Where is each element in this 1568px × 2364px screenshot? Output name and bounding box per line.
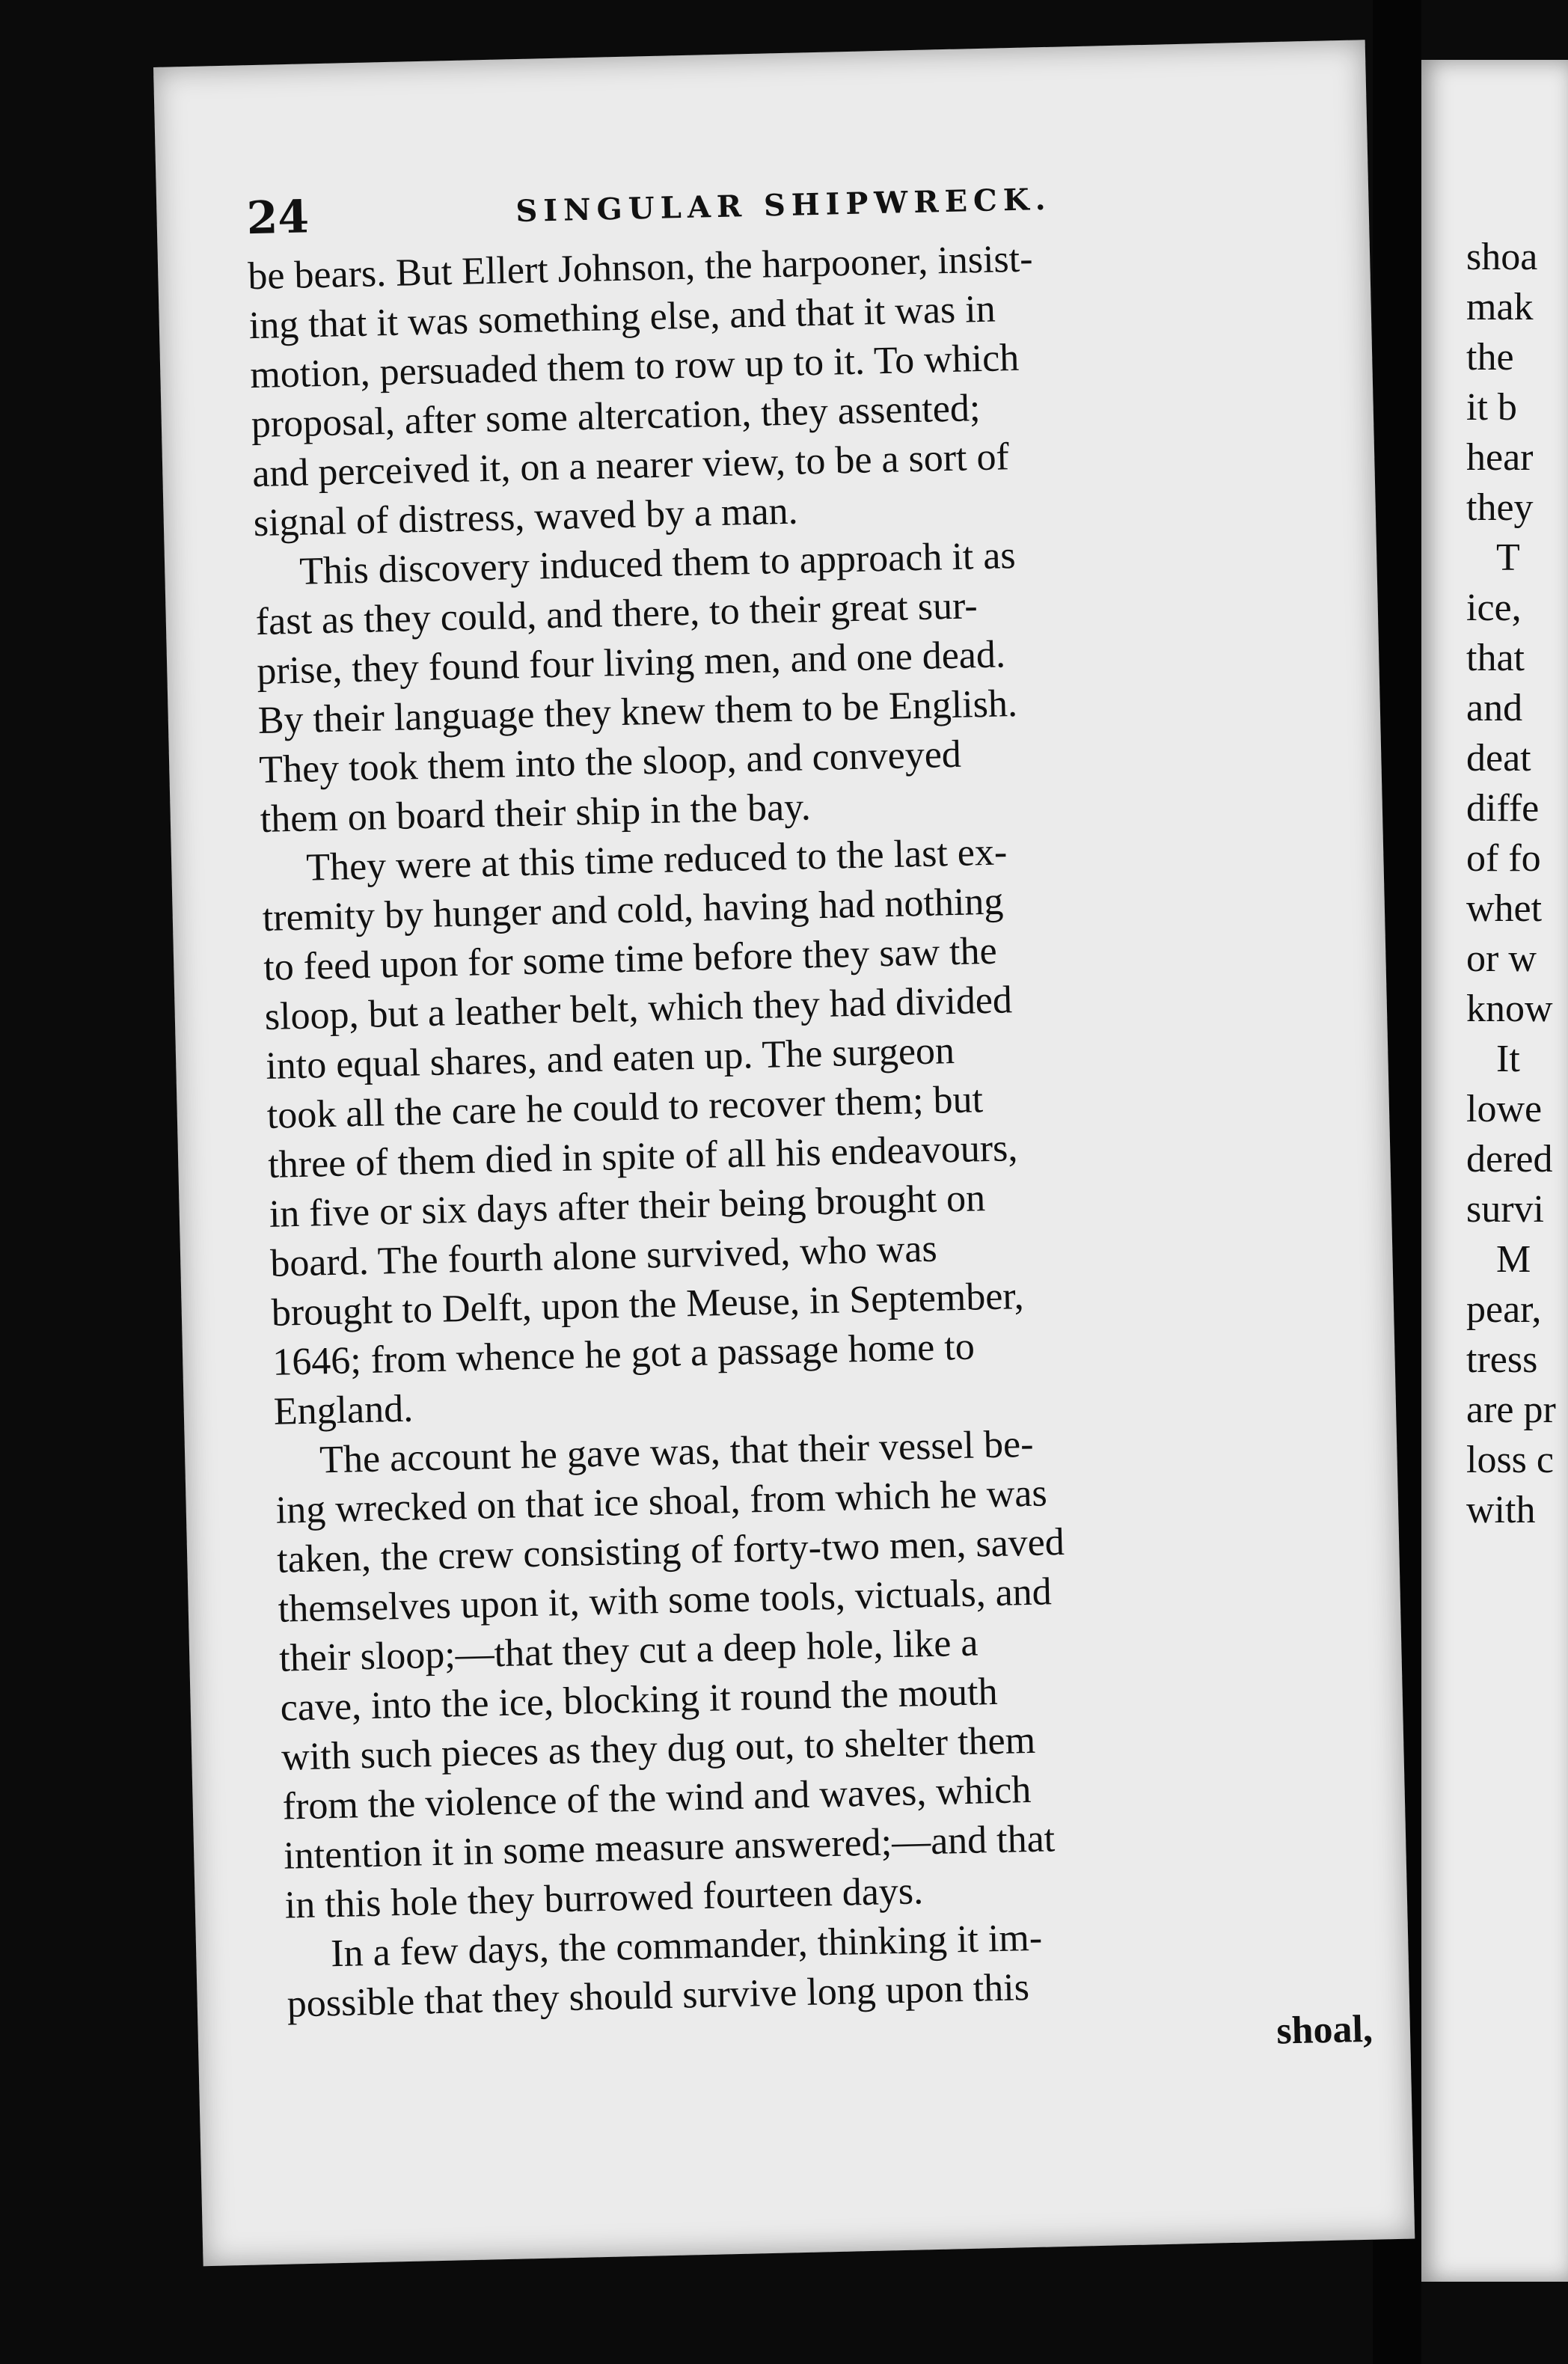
facing-line: and	[1466, 687, 1523, 729]
facing-line: hear	[1466, 436, 1534, 479]
text-line: be bears. But Ellert Johnson, the harpooner, insist-	[247, 237, 1034, 298]
facing-line: shoa	[1466, 236, 1538, 278]
facing-line: M	[1496, 1238, 1531, 1281]
text-line: signal of distress, waved by a man.	[253, 489, 799, 545]
page-body-text	[248, 227, 1373, 2078]
text-line: from the violence of the wind and waves, which	[282, 1768, 1032, 1828]
text-line: sloop, but a leather belt, which they had divided	[264, 979, 1013, 1038]
text-line: their sloop;—that they cut a deep hole, like a	[278, 1621, 979, 1680]
text-line: brought to Delft, upon the Meuse, in September,	[271, 1275, 1025, 1335]
facing-line: ice,	[1466, 587, 1522, 629]
text-line: This discovery induced them to approach it as	[298, 534, 1017, 593]
text-line: tremity by hunger and cold, having had nothing	[262, 880, 1004, 940]
facing-line: with	[1466, 1489, 1536, 1531]
running-title: SINGULAR SHIPWRECK.	[515, 181, 1053, 230]
text-line: with such pieces as they dug out, to shelter them	[281, 1718, 1036, 1779]
catchword: shoal,	[1275, 2007, 1373, 2053]
facing-line: know	[1466, 987, 1553, 1030]
text-line: They took them into the sloop, and conveyed	[258, 732, 962, 792]
text-line: in five or six days after their being brought on	[269, 1177, 986, 1236]
facing-line: lowe	[1466, 1088, 1543, 1130]
text-line: cave, into the ice, blocking it round the mouth	[280, 1670, 999, 1730]
text-line: fast as they could, and there, to their great sur-	[255, 584, 979, 644]
text-line: three of them died in spite of all his endeavours,	[267, 1127, 1018, 1186]
text-line: board. The fourth alone survived, who was	[269, 1227, 938, 1285]
facing-line: mak	[1466, 286, 1534, 328]
text-line: and perceived it, on a nearer view, to be a sort of	[251, 435, 1010, 496]
facing-line: it b	[1466, 386, 1517, 429]
text-line: into equal shares, and eaten up. The surgeon	[265, 1029, 955, 1088]
text-line: in this hole they burrowed fourteen days.	[284, 1870, 924, 1927]
facing-line: they	[1466, 486, 1534, 529]
facing-line: pear,	[1466, 1288, 1542, 1331]
facing-line: tress	[1466, 1338, 1538, 1381]
facing-page	[1421, 60, 1568, 2282]
facing-line: that	[1466, 637, 1525, 679]
text-line: England.	[273, 1387, 414, 1433]
facing-line: of fo	[1466, 837, 1541, 880]
facing-line: T	[1496, 536, 1520, 579]
facing-line: are pr	[1466, 1388, 1556, 1431]
text-line: ing wrecked on that ice shoal, from which he was	[275, 1472, 1048, 1532]
text-line: By their language they knew them to be English.	[257, 682, 1018, 743]
text-line: themselves upon it, with some tools, victuals, and	[278, 1570, 1053, 1631]
text-line: ing that it was something else, and that it was in	[248, 287, 996, 348]
text-line: taken, the crew consisting of forty-two men, saved	[276, 1520, 1065, 1581]
text-line: took all the care he could to recover them; but	[266, 1078, 984, 1137]
text-line: The account he gave was, that their vessel be-	[319, 1422, 1035, 1482]
text-line: proposal, after some altercation, they assented;	[251, 387, 981, 447]
facing-page-text	[1466, 232, 1556, 1535]
text-line: them on board their ship in the bay.	[260, 786, 812, 842]
facing-line: diffe	[1466, 787, 1540, 830]
text-line: motion, persuaded them to row up to it. To which	[249, 336, 1020, 397]
book-page	[153, 40, 1415, 2266]
text-line: prise, they found four living men, and one dead.	[256, 633, 1006, 693]
text-line: to feed upon for some time before they saw the	[263, 929, 998, 989]
facing-line: deat	[1466, 737, 1531, 780]
facing-line: or w	[1466, 937, 1537, 980]
facing-line: It	[1496, 1038, 1520, 1080]
text-line: In a few days, the commander, thinking it im-	[330, 1916, 1043, 1976]
page-number: 24	[245, 191, 310, 245]
facing-line: the	[1466, 336, 1514, 379]
text-line: intention it in some measure answered;—and that	[283, 1817, 1056, 1878]
text-line: 1646; from whence he got a passage home to	[272, 1325, 976, 1384]
text-line: They were at this time reduced to the last ex-	[305, 830, 1008, 889]
facing-line: whet	[1466, 887, 1543, 930]
facing-line: dered	[1466, 1138, 1553, 1181]
text-line: possible that they should survive long upon this	[287, 1966, 1030, 2026]
facing-line: loss c	[1466, 1439, 1554, 1481]
facing-line: survi	[1466, 1188, 1544, 1231]
